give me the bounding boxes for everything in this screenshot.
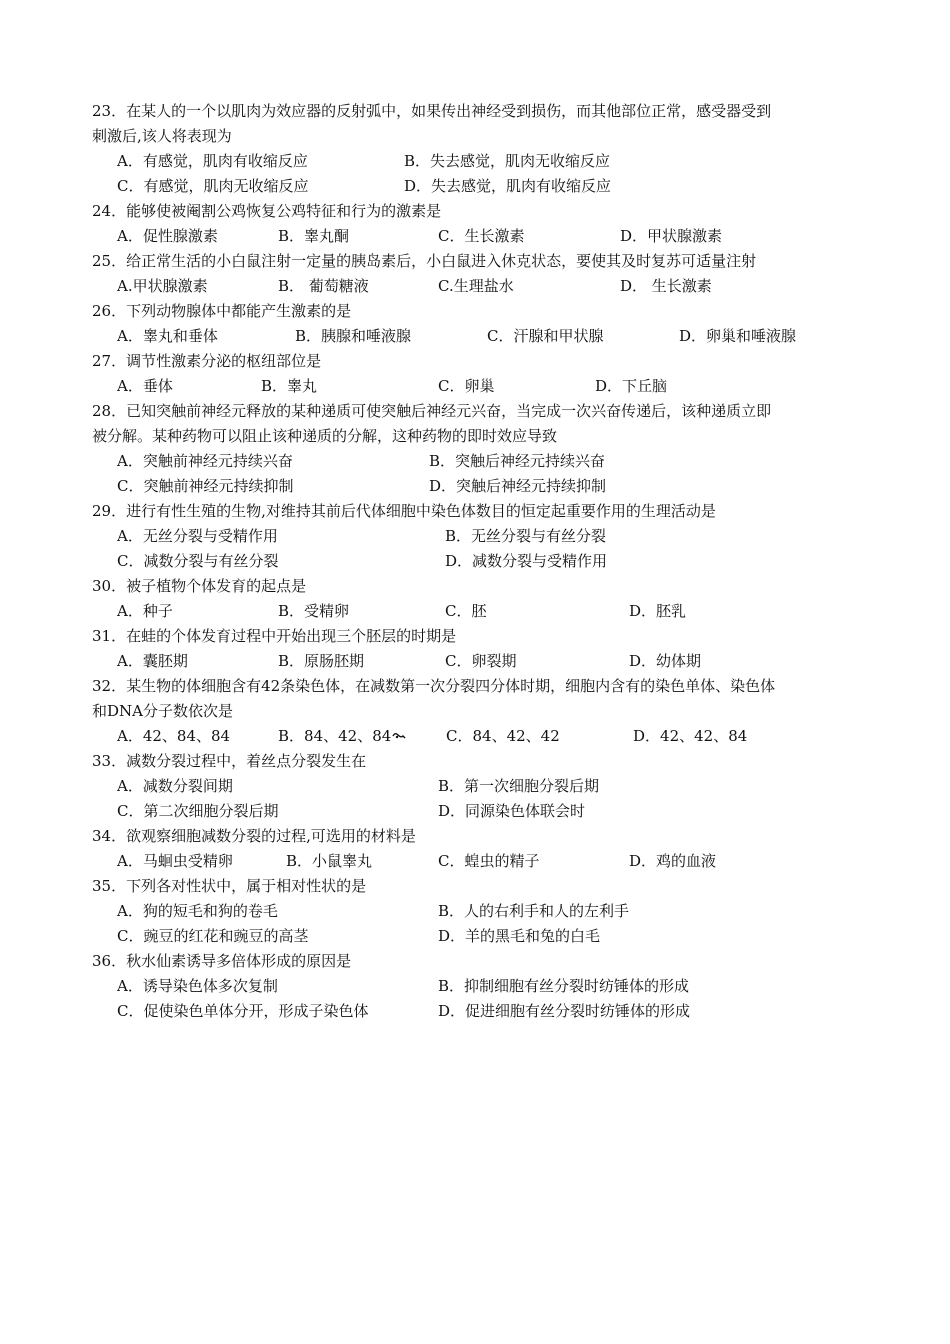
question-33-option-a: A．减数分裂间期 — [117, 777, 233, 795]
question-32-option-d: D．42、42、84 — [633, 727, 748, 745]
question-23-options-row-1 — [92, 149, 872, 174]
question-25-option-b: B． 葡萄糖液 — [278, 277, 369, 295]
question-32-stem-line-1: 32．某生物的体细胞含有42条染色体，在减数第一次分裂四分体时期，细胞内含有的染色单体、染色体 — [92, 677, 776, 695]
question-35-options-row-2 — [92, 924, 872, 949]
question-33-options-row-2 — [92, 799, 872, 824]
question-28-option-a: A．突触前神经元持续兴奋 — [117, 452, 293, 470]
question-35-option-b: B．人的右利手和人的左利手 — [438, 902, 630, 920]
question-27-option-a: A．垂体 — [117, 377, 173, 395]
scribble-mark-icon — [392, 732, 406, 740]
question-list — [92, 99, 872, 1024]
question-29-option-a: A．无丝分裂与受精作用 — [117, 527, 278, 545]
question-24-option-a: A．促性腺激素 — [117, 227, 218, 245]
question-29-options-row-2 — [92, 549, 872, 574]
question-28-option-b: B．突触后神经元持续兴奋 — [429, 452, 606, 470]
question-33-options-row-1 — [92, 774, 872, 799]
question-36-option-b: B．抑制细胞有丝分裂时纺锤体的形成 — [438, 977, 690, 995]
question-28-options-row-2 — [92, 474, 872, 499]
question-29-options-row-1 — [92, 524, 872, 549]
question-30-options — [92, 599, 872, 624]
question-29-option-d: D．减数分裂与受精作用 — [445, 552, 608, 570]
question-36-stem: 36．秋水仙素诱导多倍体形成的原因是 — [92, 952, 352, 970]
question-25-option-d: D． 生长激素 — [620, 277, 712, 295]
question-26-option-d: D．卵巢和唾液腺 — [679, 327, 797, 345]
question-32-options — [92, 724, 872, 749]
question-34-option-b: B．小鼠睾丸 — [286, 852, 373, 870]
question-34-option-d: D．鸡的血液 — [629, 852, 717, 870]
question-28-stem-line-1: 28．已知突触前神经元释放的某种递质可使突触后神经元兴奋，当完成一次兴奋传递后，该种递质立即 — [92, 402, 772, 420]
question-34-stem: 34．欲观察细胞减数分裂的过程,可选用的材料是 — [92, 827, 416, 845]
question-30-option-b: B．受精卵 — [278, 602, 350, 620]
question-25-option-c: C.生理盐水 — [438, 277, 514, 295]
question-32-option-a: A．42、84、84 — [117, 727, 231, 745]
question-23-option-c: C．有感觉，肌肉无收缩反应 — [117, 177, 309, 195]
question-28-options-row-1 — [92, 449, 872, 474]
question-36-option-a: A．诱导染色体多次复制 — [117, 977, 278, 995]
question-36-options-row-2 — [92, 999, 872, 1024]
question-23-option-b: B．失去感觉，肌肉无收缩反应 — [404, 152, 611, 170]
question-24-option-b: B．睾丸酮 — [278, 227, 350, 245]
question-29-option-c: C．减数分裂与有丝分裂 — [117, 552, 279, 570]
question-35-option-d: D．羊的黑毛和兔的白毛 — [438, 927, 601, 945]
question-24-stem: 24．能够使被阉割公鸡恢复公鸡特征和行为的激素是 — [92, 202, 442, 220]
question-30-option-d: D．胚乳 — [629, 602, 687, 620]
question-31-option-a: A．囊胚期 — [117, 652, 188, 670]
question-27-stem: 27．调节性激素分泌的枢纽部位是 — [92, 352, 322, 370]
question-32-option-b: B．84、42、84 — [278, 727, 392, 745]
question-24-option-d: D．甲状腺激素 — [620, 227, 723, 245]
question-26-option-b: B．胰腺和唾液腺 — [295, 327, 412, 345]
question-33-option-c: C．第二次细胞分裂后期 — [117, 802, 279, 820]
question-34-option-a: A．马蛔虫受精卵 — [117, 852, 233, 870]
question-36-option-d: D．促进细胞有丝分裂时纺锤体的形成 — [438, 1002, 691, 1020]
question-28-option-d: D．突触后神经元持续抑制 — [429, 477, 607, 495]
question-31-option-d: D．幼体期 — [629, 652, 702, 670]
question-33-option-b: B．第一次细胞分裂后期 — [438, 777, 600, 795]
question-32-option-c: C．84、42、42 — [446, 727, 560, 745]
question-31-options — [92, 649, 872, 674]
question-25-stem: 25．给正常生活的小白鼠注射一定量的胰岛素后，小白鼠进入休克状态，要使其及时复苏可适量注射 — [92, 252, 757, 270]
question-27-option-b: B．睾丸 — [261, 377, 318, 395]
question-35-option-c: C．豌豆的红花和豌豆的高茎 — [117, 927, 309, 945]
question-31-stem: 31．在蛙的个体发育过程中开始出现三个胚层的时期是 — [92, 627, 457, 645]
question-30-option-a: A．种子 — [117, 602, 173, 620]
question-24-option-c: C．生长激素 — [438, 227, 525, 245]
question-32-option-b-wrap — [278, 724, 406, 749]
question-26-options — [92, 324, 872, 349]
question-31-option-b: B．原肠胚期 — [278, 652, 365, 670]
question-34-options — [92, 849, 872, 874]
question-35-option-a: A．狗的短毛和狗的卷毛 — [117, 902, 278, 920]
question-26-stem: 26．下列动物腺体中都能产生激素的是 — [92, 302, 352, 320]
question-27-option-d: D．下丘脑 — [595, 377, 668, 395]
question-29-option-b: B．无丝分裂与有丝分裂 — [445, 527, 607, 545]
question-35-stem: 35．下列各对性状中，属于相对性状的是 — [92, 877, 367, 895]
question-23-options-row-2 — [92, 174, 872, 199]
question-33-option-d: D．同源染色体联会时 — [438, 802, 586, 820]
question-23-option-d: D．失去感觉，肌肉有收缩反应 — [404, 177, 612, 195]
question-36-options-row-1 — [92, 974, 872, 999]
question-29-stem: 29．进行有性生殖的生物,对维持其前后代体细胞中染色体数目的恒定起重要作用的生理活动是 — [92, 502, 716, 520]
question-28-option-c: C．突触前神经元持续抑制 — [117, 477, 294, 495]
question-27-options — [92, 374, 872, 399]
question-26-option-c: C．汗腺和甲状腺 — [487, 327, 604, 345]
question-34-option-c: C．蝗虫的精子 — [438, 852, 540, 870]
question-24-options — [92, 224, 872, 249]
question-36-option-c: C．促使染色单体分开，形成子染色体 — [117, 1002, 369, 1020]
question-30-stem: 30．被子植物个体发育的起点是 — [92, 577, 307, 595]
question-23-option-a: A．有感觉，肌肉有收缩反应 — [117, 152, 308, 170]
question-26-option-a: A．睾丸和垂体 — [117, 327, 218, 345]
question-35-options-row-1 — [92, 899, 872, 924]
question-23-stem-line-2: 刺激后,该人将表现为 — [92, 127, 232, 145]
question-25-option-a: A.甲状腺激素 — [117, 277, 208, 295]
question-25-options — [92, 274, 872, 299]
question-31-option-c: C．卵裂期 — [445, 652, 517, 670]
question-23-stem-line-1: 23．在某人的一个以肌肉为效应器的反射弧中，如果传出神经受到损伤，而其他部位正常，感受器受到 — [92, 102, 772, 120]
question-28-stem-line-2: 被分解。某种药物可以阻止该种递质的分解，这种药物的即时效应导致 — [92, 427, 558, 445]
question-30-option-c: C．胚 — [445, 602, 487, 620]
question-27-option-c: C．卵巢 — [438, 377, 495, 395]
question-32-stem-line-2: 和DNA分子数依次是 — [92, 702, 233, 720]
question-33-stem: 33．减数分裂过程中，着丝点分裂发生在 — [92, 752, 367, 770]
